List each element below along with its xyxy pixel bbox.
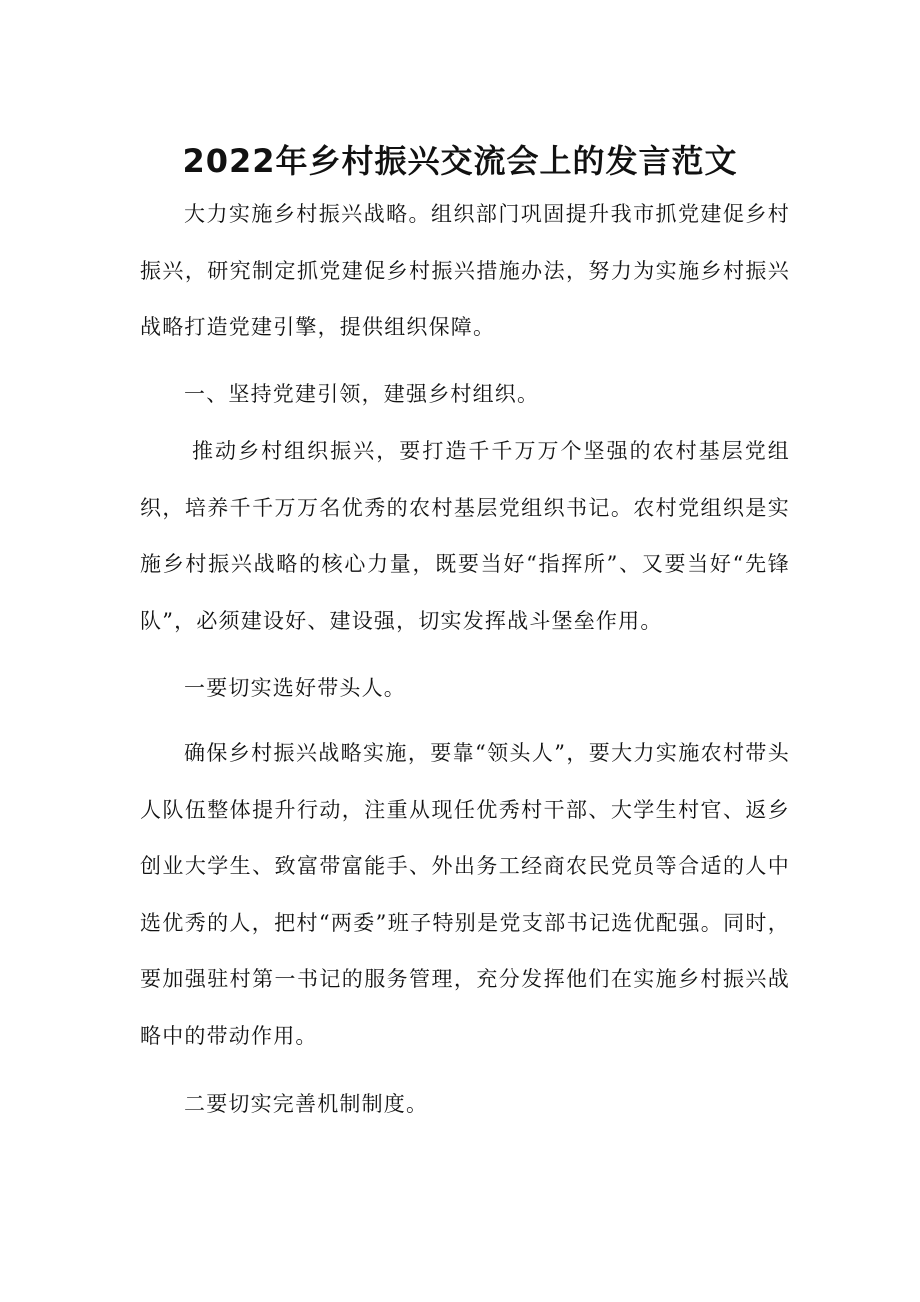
paragraph-intro: 大力实施乡村振兴战略。组织部门巩固提升我市抓党建促乡村振兴，研究制定抓党建促乡村振兴措施办法，努力为实施乡村振兴战略打造党建引擎，提供组织保障。 <box>140 202 790 339</box>
paragraph-leader: 确保乡村振兴战略实施，要靠“领头人”，要大力实施农村带头人队伍整体提升行动，注重从现任优秀村干部、大学生村官、返乡创业大学生、致富带富能手、外出务工经商农民党员等合适的人中选优秀的人，把村“两委”班子特别是党支部书记选优配强。同时，要加强驻村第一书记的服务管理，充分发挥他们在实施乡村振兴战略中的带动作用。 <box>140 741 790 1048</box>
subheading-mechanism: 二要切实完善机制制度。 <box>184 1092 429 1116</box>
document-title: 2022年乡村振兴交流会上的发言范文 <box>182 142 738 181</box>
subheading-leader: 一要切实选好带头人。 <box>184 676 406 700</box>
paragraph-organization: 推动乡村组织振兴，要打造千千万万个坚强的农村基层党组织，培养千千万万名优秀的农村基层党组织书记。农村党组织是实施乡村振兴战略的核心力量，既要当好“指挥所”、又要当好“先锋队”，必须建设好、建设强，切实发挥战斗堡垒作用。 <box>140 439 790 633</box>
section-heading-1: 一、坚持党建引领，建强乡村组织。 <box>184 382 540 406</box>
